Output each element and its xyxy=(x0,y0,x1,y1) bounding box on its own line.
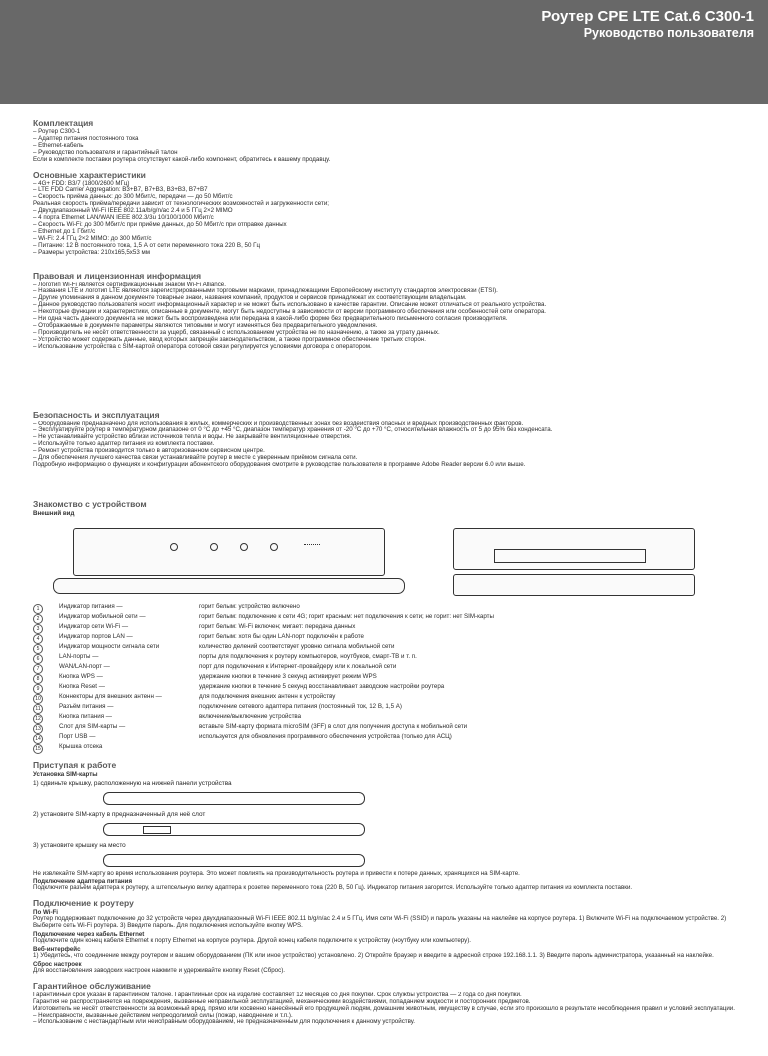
kit-line: – Адаптер питания постоянного тока xyxy=(33,134,139,142)
legend-number: 9 xyxy=(33,684,43,694)
legend-name: Кнопка WPS — xyxy=(59,672,103,680)
web-text: 1) Убедитесь, что соединение между роутером и вашим оборудованием (ПК или иное устройство) установлено. 2) Откройте браузер и введите в адресной строке 192.168.1.1. 3) Введите пароль администратора, указанный на наклейке. xyxy=(33,952,714,960)
legend-name: WAN/LAN-порт — xyxy=(59,662,110,670)
legend-desc: для подключения внешних антенн к устройству xyxy=(199,692,336,700)
legal-line: – Данное руководство пользователя носит информационный характер и не может быть использовано в качестве гарантии. Описание может отличаться от реального устройства. xyxy=(33,301,547,309)
legal-line: – Производитель не несёт ответственности за ущерб, связанный с использованием устройства не по назначению, а также за утрату данных. xyxy=(33,328,440,336)
legend-number: 12 xyxy=(33,714,43,724)
router-back-illustration xyxy=(453,528,695,570)
router-side-illustration xyxy=(453,574,695,596)
kit-heading: Комплектация xyxy=(33,118,94,128)
legend-name: Разъём питания — xyxy=(59,702,114,710)
warranty-line: – Неисправности, вызванные действием непреодолимой силы (пожар, наводнение и т.п.). xyxy=(33,1011,293,1019)
wifi-subheading: По Wi-Fi xyxy=(33,909,59,917)
legal-line: – Названия LTE и логотип LTE являются зарегистрированными торговыми марками, принадлежащими Европейскому институту стандартов электросвязи (ETSI). xyxy=(33,287,498,295)
device-subheading: Внешний вид xyxy=(33,509,75,517)
spec-line: – 4 порта Ethernet LAN/WAN IEEE 802.3/3u 10/100/1000 Мбит/с xyxy=(33,214,214,222)
legal-text xyxy=(33,282,745,400)
legend-name: Индикатор мощности сигнала сети xyxy=(59,642,160,650)
spec-line: – Скорость Wi-Fi: до 300 Мбит/с при приёме данных, до 50 Мбит/с при отправке данных xyxy=(33,220,287,228)
sim-warning: Не извлекайте SIM-карту во время использования роутера. Это может повлиять на производительность роутера и привести к потере данных, хранящихся на SIM-карте. xyxy=(33,869,520,877)
lan-led-icon xyxy=(270,543,278,551)
connect-heading: Подключение к роутеру xyxy=(33,898,134,909)
legend-number: 10 xyxy=(33,694,43,704)
legend-name: Индикатор портов LAN — xyxy=(59,632,133,640)
spec-line: – Ethernet до 1 Гбит/с xyxy=(33,227,96,235)
sim-subheading: Установка SIM-карты xyxy=(33,770,98,778)
mobile-led-icon xyxy=(210,543,218,551)
warranty-line: Изготовитель не несёт ответственности за возможный вред, прямо или косвенно нанесённый его продукцией людям, домашним животным, имуществу в случае, если это произошло в результате несоблюдения правил и условий эксплуатации. xyxy=(33,1004,735,1012)
device-heading: Знакомство с устройством xyxy=(33,498,147,509)
safety-line: – Не устанавливайте устройство вблизи источников тепла и воды. Не закрывайте вентиляционные отверстия. xyxy=(33,433,352,441)
specs-heading: Основные характеристики xyxy=(33,169,146,180)
spec-line: – Размеры устройства: 210х165,5х53 мм xyxy=(33,248,151,256)
legend-desc: подключение сетевого адаптера питания (постоянный ток, 12 В, 1,5 А) xyxy=(199,702,402,710)
reset-subheading: Сброс настроек xyxy=(33,960,82,968)
ports-panel-icon xyxy=(494,549,646,563)
legend-number: 13 xyxy=(33,724,43,734)
sim-step-illustration xyxy=(33,849,745,871)
legend-name: LAN-порты — xyxy=(59,652,99,660)
wifi-led-icon xyxy=(240,543,248,551)
document-subtitle: Руководство пользователя xyxy=(583,26,754,40)
legend-desc: удержание кнопки в течение 3 секунд активирует режим WPS xyxy=(199,672,377,680)
legend-number: 1 xyxy=(33,604,43,614)
legend-name: Слот для SIM-карты — xyxy=(59,722,126,730)
safety-line: – Оборудование предназначено для использования в жилых, коммерческих и производственных зонах без воздействия опасных и вредных производственных факторов. xyxy=(33,420,524,427)
web-subheading: Веб-интерфейс xyxy=(33,946,81,954)
legend-desc: включение/выключение устройства xyxy=(199,712,302,720)
legend-number: 6 xyxy=(33,654,43,664)
legend-number: 15 xyxy=(33,744,43,754)
safety-line: – Для обеспечения лучшего качества связи устанавливайте роутер в месте с уверенным приёмом сигнала сети. xyxy=(33,454,358,462)
kit-line: – Роутер C300-1 xyxy=(33,128,81,135)
legend-desc: вставьте SIM-карту формата microSIM (3FF) в слот для получения доступа к мобильной сети xyxy=(199,722,468,730)
legend-desc: горит белым: устройство включено xyxy=(199,602,300,610)
reset-text: Для восстановления заводских настроек нажмите и удерживайте кнопку Reset (Сброс). xyxy=(33,966,285,974)
legal-line: – Другие упоминания в данном документе товарные знаки, названия компаний, продуктов и сервисов принадлежат их соответствующим владельцам. xyxy=(33,294,467,302)
legend-number: 5 xyxy=(33,644,43,654)
warranty-line: – Использование с нестандартным или неисправным оборудованием, не предназначенным для подключения к данному устройству. xyxy=(33,1018,415,1026)
wifi-text: Роутер поддерживает подключение до 32 устройств через двухдиапазонный Wi-Fi IEEE 802.11 b/g/n/ac 2.4 и 5 ГГц. Имя сети Wi-Fi (SSID) и пароль указаны на наклейке на корпусе роутера. 1) Включите Wi-Fi на подключаемом устройстве. 2) Выберите сеть Wi-Fi роутера. 3) Введите пароль. Для подключения используйте кнопку WPS. xyxy=(33,915,727,930)
router-front-illustration xyxy=(73,528,385,576)
warranty-line: Гарантийный срок указан в гарантийном талоне. Гарантийный срок на изделие составляет 12 месяцев со дня покупки. Срок службы устройства — 2 года со дня покупки. xyxy=(33,991,522,998)
legend-name: Порт USB — xyxy=(59,732,96,740)
specs-list xyxy=(33,181,745,257)
legal-line: – Некоторые функции и характеристики, описанные в документе, могут быть недоступны в зависимости от версии программного обеспечения или особенностей сети оператора. xyxy=(33,308,547,316)
start-heading: Приступая к работе xyxy=(33,759,117,770)
router-bottom-illustration xyxy=(53,578,405,594)
device-figures xyxy=(33,520,745,602)
device-legend xyxy=(33,604,745,754)
spec-line: – 4G+ FDD: B3/7 (1800/2600 МГц) xyxy=(33,179,130,187)
legal-line: – Устройство может содержать данные, ввод которых запрещён законодательством, а также программное обеспечение третьих сторон. xyxy=(33,335,426,343)
legend-desc xyxy=(199,744,745,754)
legal-line: – Ни одна часть данного документа не может быть воспроизведена или передана в какой-либо форме без предварительного письменного согласия производителя. xyxy=(33,315,508,323)
legend-desc: количество делений соответствует уровню сигнала мобильной сети xyxy=(199,642,395,650)
legend-desc: порт для подключения к Интернет-провайдеру или к локальной сети xyxy=(199,662,397,670)
legend-desc: порты для подключения к роутеру компьютеров, ноутбуков, смарт-ТВ и т. п. xyxy=(199,652,417,660)
safety-line: – Эксплуатируйте роутер в температурном диапазоне от 0 °C до +45 °C, диапазон температур хранения от -20 °C до +70 °C, относительная влажность от 5 до 95% без конденсата. xyxy=(33,426,553,434)
spec-line: – Wi-Fi: 2.4 ГГц 2×2 MIMO: до 300 Мбит/с xyxy=(33,234,152,242)
sim-step-illustration xyxy=(33,787,745,809)
signal-led-icon xyxy=(304,544,320,549)
kit-line: – Ethernet-кабель xyxy=(33,141,84,149)
sim-step: 2) установите SIM-карту в предназначенный для неё слот xyxy=(33,810,206,818)
legend-desc: горит белым: хотя бы один LAN-порт подключён к работе xyxy=(199,632,364,640)
power-led-icon xyxy=(170,543,178,551)
title-banner xyxy=(0,0,768,104)
router-base-icon xyxy=(103,792,365,805)
legend-desc: удержание кнопки в течение 5 секунд восстанавливает заводские настройки роутера xyxy=(199,682,445,690)
spec-line: – Питание: 12 В постоянного тока, 1,5 А от сети переменного тока 220 В, 50 Гц xyxy=(33,241,260,249)
legend-name: Индикатор питания — xyxy=(59,602,123,610)
legend-desc: используется для обновления программного обеспечения устройства (только для АСЦ) xyxy=(199,732,452,740)
sim-step-illustration xyxy=(33,818,745,840)
safety-text xyxy=(33,421,745,493)
warranty-heading: Гарантийное обслуживание xyxy=(33,980,151,991)
ethernet-subheading: Подключение через кабель Ethernet xyxy=(33,931,145,939)
legend-desc: горит белым: подключение к сети 4G; горит красным: нет подключения к сети; не горит: нет SIM-карты xyxy=(199,612,494,620)
legend-number: 7 xyxy=(33,664,43,674)
document-title: Роутер CPE LTE Cat.6 C300-1 xyxy=(541,8,754,25)
legend-name: Крышка отсека xyxy=(59,742,103,750)
spec-line: – Двухдиапазонный Wi-Fi IEEE 802.11a/b/g/n/ac 2.4 и 5 ГГц 2×2 MIMO xyxy=(33,207,233,215)
legend-name: Индикатор мобильной сети — xyxy=(59,612,146,620)
sim-step: 1) сдвиньте крышку, расположенную на нижней панели устройства xyxy=(33,779,232,787)
legend-desc: горит белым: Wi-Fi включен; мигает: передача данных xyxy=(199,622,356,630)
legend-number: 8 xyxy=(33,674,43,684)
document-body xyxy=(33,112,745,1056)
legend-number: 4 xyxy=(33,634,43,644)
legal-heading: Правовая и лицензионная информация xyxy=(33,270,202,281)
spec-line: – LTE FDD Carrier Aggregation: B3+B7, B7+B3, B3+B3, B7+B7 xyxy=(33,186,208,194)
spec-line: Реальная скорость приёма/передачи зависит от технологических возможностей и загруженности сети; xyxy=(33,200,330,208)
spec-line: – Скорость приёма данных: до 300 Мбит/с, передачи — до 50 Мбит/с xyxy=(33,193,233,201)
legal-line: – Отображаемые в документе параметры являются типовыми и могут изменяться без предварительного уведомления. xyxy=(33,321,378,329)
power-text: Подключите разъём адаптера к роутеру, а штепсельную вилку адаптера к розетке переменного тока (220 В, 50 Гц). Индикатор питания загорится. Используйте только адаптер питания из комплекта поставки. xyxy=(33,884,633,892)
legend-number: 3 xyxy=(33,624,43,634)
legend-name: Кнопка питания — xyxy=(59,712,112,720)
kit-line: Если в комплекте поставки роутера отсутствует какой-либо компонент, обратитесь к вашему продавцу. xyxy=(33,155,331,163)
safety-line: Подробную информацию о функциях и конфигурации абонентского оборудования смотрите в руководстве пользователя в программе Adobe Reader версии 6.0 или выше. xyxy=(33,460,526,468)
legend-number: 14 xyxy=(33,734,43,744)
legal-line: – Использование устройства с SIM-картой оператора сотовой связи регулируется условиями договора с оператором. xyxy=(33,342,372,350)
warranty-line: Гарантия не распространяется на повреждения, вызванные неправильной эксплуатацией, механическими воздействиями, попаданием жидкости и посторонних предметов. xyxy=(33,997,531,1005)
kit-line: – Руководство пользователя и гарантийный талон xyxy=(33,148,178,156)
legend-name: Коннекторы для внешних антенн — xyxy=(59,692,162,700)
safety-line: – Используйте только адаптер питания из комплекта поставки. xyxy=(33,440,215,448)
legend-number: 2 xyxy=(33,614,43,624)
legend-name: Кнопка Reset — xyxy=(59,682,105,690)
safety-heading: Безопасность и эксплуатация xyxy=(33,409,160,420)
legal-line: – Логотип Wi-Fi является сертификационным знаком Wi-Fi Alliance. xyxy=(33,281,226,288)
legend-name: Индикатор сети Wi-Fi — xyxy=(59,622,129,630)
sim-step: 3) установите крышку на место xyxy=(33,841,126,849)
sim-slot-icon xyxy=(143,826,171,834)
ethernet-text: Подключите один конец кабеля Ethernet к порту Ethernet на корпусе роутера. Другой конец кабеля подключите к устройству (ноутбуку или компьютеру). xyxy=(33,937,472,945)
legend-number: 11 xyxy=(33,704,43,714)
kit-list xyxy=(33,129,745,164)
router-base-icon xyxy=(103,854,365,867)
power-subheading: Подключение адаптера питания xyxy=(33,878,133,886)
safety-line: – Ремонт устройства производится только в авторизованном сервисном центре. xyxy=(33,447,265,455)
